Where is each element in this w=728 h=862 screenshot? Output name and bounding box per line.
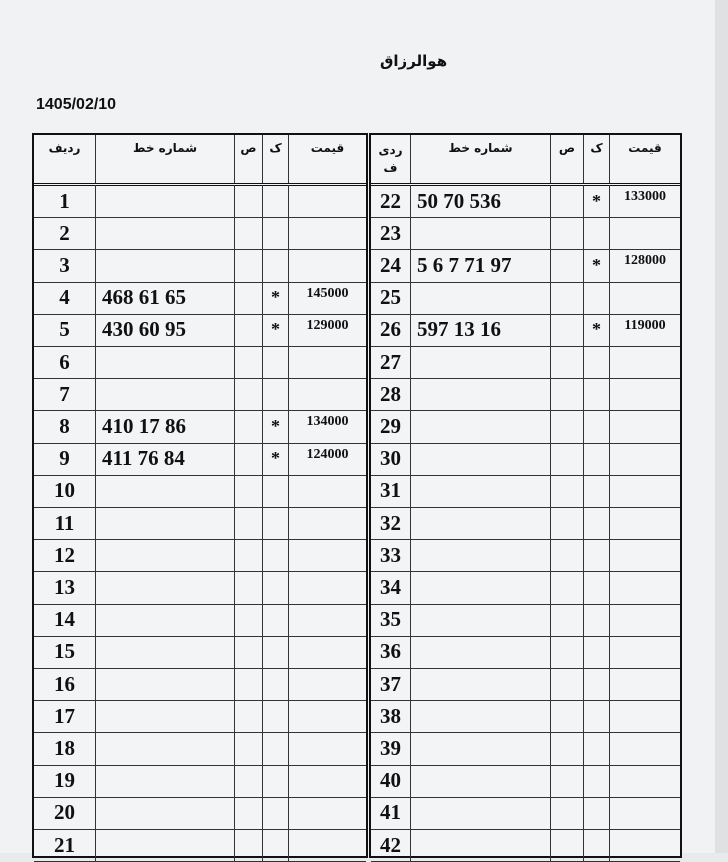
table-right-header: [371, 135, 680, 186]
price-cell: [610, 539, 680, 571]
s-cell: [235, 604, 263, 636]
page-title: هوالرزاق: [380, 52, 448, 70]
s-cell: [235, 700, 263, 732]
s-cell: [235, 443, 263, 475]
k-mark: [263, 539, 289, 571]
line-number: 5 6 7 71 97: [411, 249, 551, 281]
k-mark: [584, 346, 610, 378]
s-cell: [235, 797, 263, 829]
price-cell: [610, 668, 680, 700]
price-cell: [289, 636, 366, 668]
table-row: [34, 410, 366, 443]
table-row: [34, 282, 366, 315]
row-number: 6: [34, 346, 96, 378]
s-cell: [235, 636, 263, 668]
table-row: [371, 282, 680, 315]
line-number: [411, 571, 551, 603]
s-cell: [235, 668, 263, 700]
header-row-number: ردیف: [34, 135, 96, 183]
price-cell: [610, 443, 680, 475]
table-row: [371, 217, 680, 250]
price-cell: 124000: [306, 446, 349, 462]
table-row: [34, 765, 366, 798]
line-number: [411, 410, 551, 442]
price-cell: [610, 571, 680, 603]
s-cell: [551, 539, 584, 571]
row-number: 36: [371, 636, 411, 668]
header-price: قیمت: [628, 141, 662, 155]
table-row: [34, 249, 366, 282]
s-cell: [235, 571, 263, 603]
row-number: 4: [34, 282, 96, 314]
k-mark: [584, 732, 610, 764]
header-k: ک: [584, 135, 610, 183]
header-k-label: ک: [269, 141, 282, 155]
k-mark: [584, 443, 610, 475]
k-mark: [584, 378, 610, 410]
row-number: 25: [371, 282, 411, 314]
price-cell: [289, 604, 366, 636]
row-number: 28: [371, 378, 411, 410]
price-cell: [289, 539, 366, 571]
line-number: 597 13 16: [411, 314, 551, 346]
table-row: [371, 604, 680, 637]
k-mark: *: [263, 314, 289, 346]
price-cell: [610, 282, 680, 314]
k-mark: *: [263, 443, 289, 475]
line-number: [96, 797, 235, 829]
line-number: [96, 249, 235, 281]
price-cell: [289, 668, 366, 700]
s-cell: [551, 217, 584, 249]
table-right: [369, 133, 682, 858]
table-row: [371, 668, 680, 701]
row-number: 15: [34, 636, 96, 668]
row-number: 35: [371, 604, 411, 636]
price-cell: [610, 346, 680, 378]
table-row: [371, 636, 680, 669]
price-cell: [289, 765, 366, 797]
table-row: [371, 571, 680, 604]
table-row: [34, 829, 366, 862]
k-mark: *: [263, 410, 289, 442]
line-number: [411, 539, 551, 571]
table-row: [34, 475, 366, 508]
price-cell: [610, 765, 680, 797]
s-cell: [235, 410, 263, 442]
k-mark: [263, 346, 289, 378]
k-mark: [584, 282, 610, 314]
row-number: 21: [34, 829, 96, 861]
price-cell: [289, 797, 366, 829]
price-cell: [610, 700, 680, 732]
line-number: [411, 668, 551, 700]
k-mark: [584, 410, 610, 442]
table-row: [371, 507, 680, 540]
s-cell: [551, 282, 584, 314]
row-number: 8: [34, 410, 96, 442]
table-row: [371, 539, 680, 572]
price-cell: [289, 378, 366, 410]
s-cell: [235, 282, 263, 314]
line-number: [96, 604, 235, 636]
row-number: 7: [34, 378, 96, 410]
price-cell: [610, 378, 680, 410]
line-number: [96, 732, 235, 764]
k-mark: [584, 604, 610, 636]
line-number: 430 60 95: [96, 314, 235, 346]
line-number: [96, 636, 235, 668]
price-cell: [610, 217, 680, 249]
line-number: [96, 829, 235, 861]
price-cell: [289, 571, 366, 603]
row-number: 39: [371, 732, 411, 764]
row-number: 37: [371, 668, 411, 700]
header-line-number: شماره خط: [96, 135, 235, 183]
k-mark: *: [584, 185, 610, 217]
price-cell: [289, 249, 366, 281]
header-s: ص: [551, 135, 584, 183]
table-row: [34, 443, 366, 476]
table-row: [371, 378, 680, 411]
table-row: [371, 732, 680, 765]
header-k: [263, 135, 289, 183]
row-number: 19: [34, 765, 96, 797]
s-cell: [235, 314, 263, 346]
k-mark: *: [584, 314, 610, 346]
line-number: [411, 507, 551, 539]
price-cell: [289, 829, 366, 861]
k-mark: [584, 475, 610, 507]
s-cell: [235, 217, 263, 249]
s-cell: [235, 829, 263, 861]
line-number: [411, 765, 551, 797]
line-number: [96, 765, 235, 797]
price-cell: 119000: [624, 317, 666, 333]
table-row: [371, 475, 680, 508]
s-cell: [551, 829, 584, 861]
line-number: [96, 571, 235, 603]
k-mark: [584, 797, 610, 829]
row-number: 20: [34, 797, 96, 829]
row-number: 33: [371, 539, 411, 571]
row-number: 29: [371, 410, 411, 442]
price-cell: [289, 700, 366, 732]
k-mark: [263, 765, 289, 797]
line-number: [411, 636, 551, 668]
k-mark: [263, 378, 289, 410]
price-cell: [289, 732, 366, 764]
s-cell: [235, 378, 263, 410]
s-cell: [551, 797, 584, 829]
price-cell: [610, 475, 680, 507]
row-number: 42: [371, 829, 411, 861]
header-line-number: شماره خط: [411, 135, 551, 183]
k-mark: [584, 829, 610, 861]
row-number: 2: [34, 217, 96, 249]
line-number: [411, 732, 551, 764]
price-cell: 129000: [306, 317, 349, 333]
price-cell: [610, 604, 680, 636]
table-row: [371, 765, 680, 798]
row-number: 31: [371, 475, 411, 507]
line-number: [96, 185, 235, 217]
k-mark: [584, 765, 610, 797]
row-number: 11: [34, 507, 96, 539]
s-cell: [551, 410, 584, 442]
k-mark: *: [584, 249, 610, 281]
line-number: 468 61 65: [96, 282, 235, 314]
line-number: [411, 604, 551, 636]
row-number: 12: [34, 539, 96, 571]
line-number: [411, 378, 551, 410]
line-number: [411, 829, 551, 861]
table-row: [371, 410, 680, 443]
k-mark: [263, 668, 289, 700]
k-mark: [263, 249, 289, 281]
s-cell: [235, 765, 263, 797]
k-mark: *: [263, 282, 289, 314]
line-number: [411, 475, 551, 507]
row-number: 30: [371, 443, 411, 475]
row-number: 16: [34, 668, 96, 700]
s-cell: [551, 765, 584, 797]
line-number: [411, 797, 551, 829]
k-mark: [584, 507, 610, 539]
k-mark: [263, 829, 289, 861]
row-number: 10: [34, 475, 96, 507]
row-number: 24: [371, 249, 411, 281]
s-cell: [551, 507, 584, 539]
line-number: 411 76 84: [96, 443, 235, 475]
table-row: [371, 346, 680, 379]
table-row: [34, 571, 366, 604]
price-cell: [610, 829, 680, 861]
line-number: [96, 217, 235, 249]
s-cell: [235, 185, 263, 217]
price-cell: [610, 797, 680, 829]
table-row: [371, 249, 680, 282]
price-cell: [289, 185, 366, 217]
table-row: [34, 217, 366, 250]
line-number: [411, 282, 551, 314]
s-cell: [551, 636, 584, 668]
k-mark: [584, 636, 610, 668]
line-number: [96, 475, 235, 507]
row-number: 3: [34, 249, 96, 281]
s-cell: [551, 346, 584, 378]
line-number: [96, 668, 235, 700]
table-row: [34, 636, 366, 669]
table-row: [34, 668, 366, 701]
table-row: [34, 507, 366, 540]
table-row: [371, 829, 680, 862]
table-row: [371, 314, 680, 347]
line-number: [96, 539, 235, 571]
table-row: [34, 797, 366, 830]
s-cell: [235, 507, 263, 539]
price-cell: 145000: [306, 285, 349, 301]
s-cell: [551, 185, 584, 217]
k-mark: [263, 475, 289, 507]
k-mark: [584, 700, 610, 732]
line-number: [96, 378, 235, 410]
price-cell: [289, 217, 366, 249]
k-mark: [584, 668, 610, 700]
row-number: 26: [371, 314, 411, 346]
row-number: 40: [371, 765, 411, 797]
line-number: [411, 700, 551, 732]
price-cell: [610, 410, 680, 442]
row-number: 34: [371, 571, 411, 603]
s-cell: [235, 732, 263, 764]
price-cell: [610, 636, 680, 668]
line-number: [96, 346, 235, 378]
s-cell: [551, 604, 584, 636]
row-number: 14: [34, 604, 96, 636]
k-mark: [263, 732, 289, 764]
line-number: 410 17 86: [96, 410, 235, 442]
header-price: قیمت: [310, 141, 345, 155]
s-cell: [235, 249, 263, 281]
row-number: 5: [34, 314, 96, 346]
table-row: [371, 797, 680, 830]
row-number: 18: [34, 732, 96, 764]
header-s-label: ص: [240, 141, 257, 155]
header-row-number: ردی ف: [371, 135, 411, 183]
s-cell: [551, 475, 584, 507]
s-cell: [551, 314, 584, 346]
line-number: [411, 346, 551, 378]
k-mark: [584, 217, 610, 249]
table-row: [371, 443, 680, 476]
s-cell: [551, 249, 584, 281]
k-mark: [263, 797, 289, 829]
price-cell: 133000: [624, 189, 666, 204]
row-number: 1: [34, 185, 96, 217]
s-cell: [235, 539, 263, 571]
table-row: [34, 732, 366, 765]
table-row: [371, 185, 680, 218]
table-row: [34, 539, 366, 572]
row-number: 17: [34, 700, 96, 732]
price-cell: [610, 507, 680, 539]
page-date: 1405/02/10: [36, 96, 117, 113]
table-left: [32, 133, 368, 858]
price-cell: 128000: [624, 253, 666, 269]
table-left-header: [34, 135, 366, 186]
price-cell: [289, 475, 366, 507]
table-row: [34, 604, 366, 637]
k-mark: [263, 507, 289, 539]
row-number: 9: [34, 443, 96, 475]
price-cell: [289, 507, 366, 539]
line-number: [96, 507, 235, 539]
line-number: [411, 443, 551, 475]
s-cell: [551, 443, 584, 475]
k-mark: [584, 539, 610, 571]
k-mark: [263, 636, 289, 668]
k-mark: [263, 571, 289, 603]
s-cell: [551, 378, 584, 410]
row-number: 22: [371, 185, 411, 217]
s-cell: [551, 732, 584, 764]
paper-edge: [715, 0, 728, 853]
row-number: 13: [34, 571, 96, 603]
s-cell: [551, 668, 584, 700]
row-number: 23: [371, 217, 411, 249]
row-number: 32: [371, 507, 411, 539]
row-number: 38: [371, 700, 411, 732]
s-cell: [551, 700, 584, 732]
table-row: [371, 700, 680, 733]
k-mark: [263, 604, 289, 636]
price-cell: 134000: [306, 414, 349, 430]
k-mark: [263, 217, 289, 249]
k-mark: [263, 700, 289, 732]
table-row: [34, 346, 366, 379]
s-cell: [235, 346, 263, 378]
table-row: [34, 185, 366, 218]
s-cell: [551, 571, 584, 603]
price-cell: [289, 346, 366, 378]
k-mark: [263, 185, 289, 217]
row-number: 27: [371, 346, 411, 378]
s-cell: [235, 475, 263, 507]
header-s: [235, 135, 263, 183]
k-mark: [584, 571, 610, 603]
row-number: 41: [371, 797, 411, 829]
table-row: [34, 378, 366, 411]
table-row: [34, 314, 366, 347]
price-cell: [610, 732, 680, 764]
line-number: [96, 700, 235, 732]
line-number: [411, 217, 551, 249]
table-row: [34, 700, 366, 733]
line-number: 50 70 536: [411, 185, 551, 217]
